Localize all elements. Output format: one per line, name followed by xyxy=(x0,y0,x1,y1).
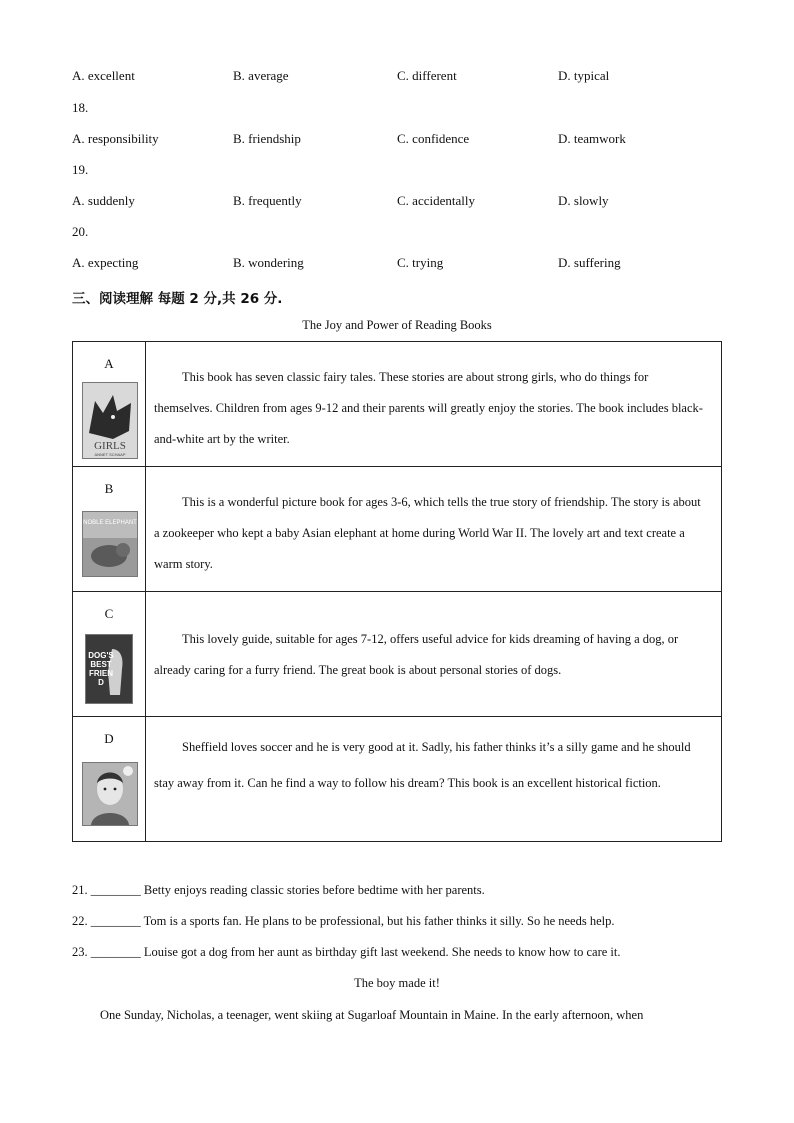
option-a: A. expecting xyxy=(72,255,139,270)
books-table xyxy=(72,341,722,842)
book-label-cell xyxy=(73,717,146,842)
book-letter: C xyxy=(104,606,114,621)
book-description: This book has seven classic fairy tales. These stories are about strong girls, who do things for themselves. Children from ages 9-12 and their parents will greatly enjoy the stories. The book includes black-and-white art by the writer. xyxy=(154,370,703,446)
option-d: D. slowly xyxy=(558,193,609,208)
question-22 xyxy=(72,914,614,929)
options-row-20 xyxy=(72,255,732,273)
book-letter: A xyxy=(104,356,114,371)
option-b: B. friendship xyxy=(233,131,301,146)
cover-title: GIRLS xyxy=(94,440,126,452)
book-letter: D xyxy=(104,731,114,746)
table-row xyxy=(73,342,722,467)
options-row-18 xyxy=(72,131,732,149)
book-label-cell xyxy=(73,342,146,467)
options-row-19 xyxy=(72,193,732,211)
table-title: The Joy and Power of Reading Books xyxy=(302,318,492,332)
table-row xyxy=(73,717,722,842)
book-description: This lovely guide, suitable for ages 7-12, offers useful advice for kids dreaming of having a dog, or already caring for a furry friend. The great book is about personal stories of dogs. xyxy=(154,632,679,677)
question-21 xyxy=(72,883,485,898)
question-23 xyxy=(72,945,621,960)
cover-title: DOG'S BEST FRIEND xyxy=(88,651,114,687)
cover-author: ANNET SCHAAP xyxy=(94,452,126,457)
table-row xyxy=(73,592,722,717)
book-label-cell xyxy=(73,592,146,717)
book-description: This is a wonderful picture book for ages 3-6, which tells the true story of friendship. The story is about a zookeeper who kept a baby Asian elephant at home during World War II. The lovely art and text create a warm story. xyxy=(154,495,701,571)
answer-blank[interactable]: ________ xyxy=(90,945,141,959)
option-d: D. teamwork xyxy=(558,131,626,146)
question-number-19: 19. xyxy=(72,162,89,177)
option-c: C. accidentally xyxy=(397,193,475,208)
book-description-cell xyxy=(146,342,722,467)
option-a: A. responsibility xyxy=(72,131,159,146)
book-description: Sheffield loves soccer and he is very good at it. Sadly, his father thinks it’s a silly game and he should stay away from it. Can he find a way to follow his dream? This book is an excellent historical fiction. xyxy=(154,740,691,790)
option-b: B. wondering xyxy=(233,255,304,270)
book-cover-elephant xyxy=(82,511,138,577)
option-b: B. frequently xyxy=(233,193,302,208)
book-description-cell xyxy=(146,467,722,592)
option-d: D. suffering xyxy=(558,255,621,270)
story-title: The boy made it! xyxy=(354,976,440,990)
question-text: Betty enjoys reading classic stories before bedtime with her parents. xyxy=(143,883,485,897)
question-text: Tom is a sports fan. He plans to be professional, but his father thinks it silly. So he needs help. xyxy=(143,914,615,928)
book-letter: B xyxy=(104,481,114,496)
question-number: 23. xyxy=(72,945,88,959)
answer-blank[interactable]: ________ xyxy=(90,914,141,928)
option-d: D. typical xyxy=(558,68,610,83)
table-row xyxy=(73,467,722,592)
option-c: C. trying xyxy=(397,255,444,270)
option-a: A. excellent xyxy=(72,68,135,83)
section-heading: 三、阅读理解 每题 2 分,共 26 分. xyxy=(72,291,283,307)
book-description-cell xyxy=(146,717,722,842)
book-label-cell xyxy=(73,467,146,592)
answer-blank[interactable]: ________ xyxy=(90,883,141,897)
cover-title: NOBLE ELEPHANT xyxy=(83,520,137,526)
option-c: C. different xyxy=(397,68,457,83)
question-number-20: 20. xyxy=(72,224,89,239)
question-number: 22. xyxy=(72,914,88,928)
book-cover-wolf-girls xyxy=(82,382,138,459)
question-number: 21. xyxy=(72,883,88,897)
option-a: A. suddenly xyxy=(72,193,135,208)
book-description-cell xyxy=(146,592,722,717)
question-text: Louise got a dog from her aunt as birthday gift last weekend. She needs to know how to care it. xyxy=(143,945,621,959)
book-cover-boy-portrait xyxy=(82,762,138,826)
options-row-17 xyxy=(72,68,732,86)
story-paragraph: One Sunday, Nicholas, a teenager, went skiing at Sugarloaf Mountain in Maine. In the early afternoon, when xyxy=(100,1008,644,1022)
option-c: C. confidence xyxy=(397,131,470,146)
book-cover-dogs-best-friend xyxy=(85,634,133,704)
option-b: B. average xyxy=(233,68,289,83)
question-number-18: 18. xyxy=(72,100,89,115)
